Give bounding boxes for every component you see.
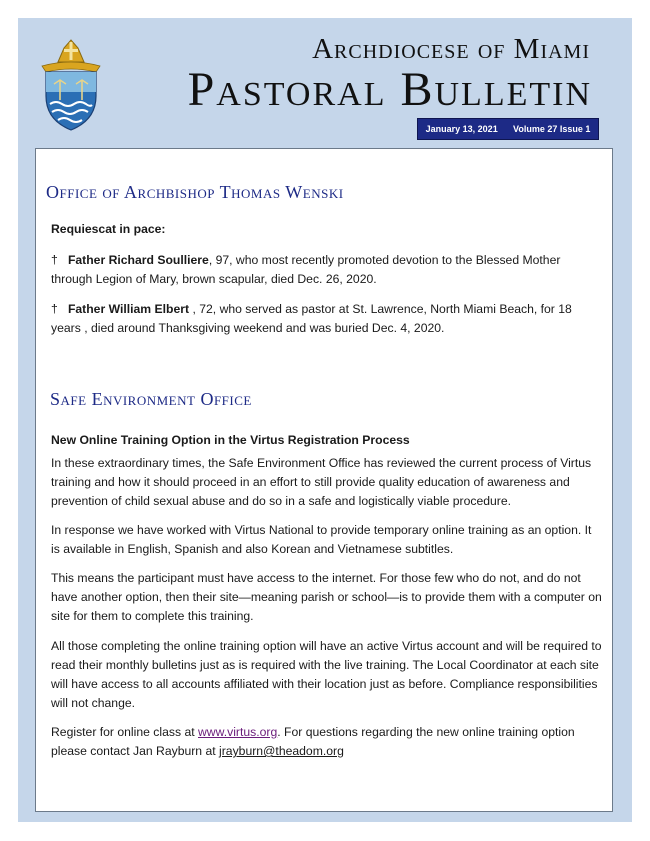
obituary-text: , 72, who served as pastor at St. Lawrence, North Miami Beach, for 18 years , died around Thanksgiving weekend and was buried Dec. 4, 2020. xyxy=(51,302,572,335)
section-title-archbishop: Office of Archbishop Thomas Wenski xyxy=(46,182,344,202)
contact-text: . For questions regarding the new online training option please contact Jan Rayburn at xyxy=(51,725,575,758)
content-card xyxy=(35,148,613,812)
dagger-icon: † xyxy=(51,302,58,316)
archdiocese-crest-icon xyxy=(36,36,106,134)
safe-paragraph-2: In response we have worked with Virtus National to provide temporary online training as an option. It is available in English, Spanish and also Korean and Vietnamese subtitles. xyxy=(51,523,592,556)
safe-paragraph-5 xyxy=(51,723,603,761)
obituary-item xyxy=(51,300,603,338)
issue-volume: Volume 27 Issue 1 xyxy=(512,124,591,134)
obituary-text: , 97, who most recently promoted devotion to the Blessed Mother through Legion of Mary, brown scapular, died Dec. 26, 2020. xyxy=(51,253,561,286)
safe-paragraph-1: In these extraordinary times, the Safe Environment Office has reviewed the current process of Virtus training and how it should proceed in an effort to still provide quality education of awareness and prevention of child sexual abuse and do so in a safe and logistically viable procedure. xyxy=(51,456,592,508)
safe-paragraph-3: This means the participant must have access to the internet. For those few who do not, and do not have another option, then their site—meaning parish or school—is to provide them with a computer on site for them to complete this training. xyxy=(51,571,602,623)
requiescat-heading: Requiescat in pace: xyxy=(51,222,166,236)
header-title-line1: Archdiocese of Miami xyxy=(312,33,590,65)
issue-bar xyxy=(417,118,599,140)
safe-heading: New Online Training Option in the Virtus Registration Process xyxy=(51,433,410,447)
virtus-link[interactable]: www.virtus.org xyxy=(198,725,278,739)
obituary-item xyxy=(51,251,603,289)
obituary-name: Father Richard Soulliere xyxy=(67,253,209,267)
obituary-name: Father William Elbert xyxy=(67,302,190,316)
safe-paragraph-4: All those completing the online training option will have an active Virtus account and will be required to read their monthly bulletins just as is required with the live training. The Local Coordinator at each site will have access to all accounts affiliated with their location just as before. Compliance responsibilities will not change. xyxy=(51,639,602,710)
header-title-line2: Pastoral Bulletin xyxy=(187,63,592,116)
register-text: Register for online class at xyxy=(51,725,198,739)
issue-date: January 13, 2021 xyxy=(425,124,498,134)
contact-email-link[interactable]: jrayburn@theadom.org xyxy=(219,744,344,758)
section-title-safe-environment: Safe Environment Office xyxy=(50,389,252,409)
dagger-icon: † xyxy=(51,253,58,267)
